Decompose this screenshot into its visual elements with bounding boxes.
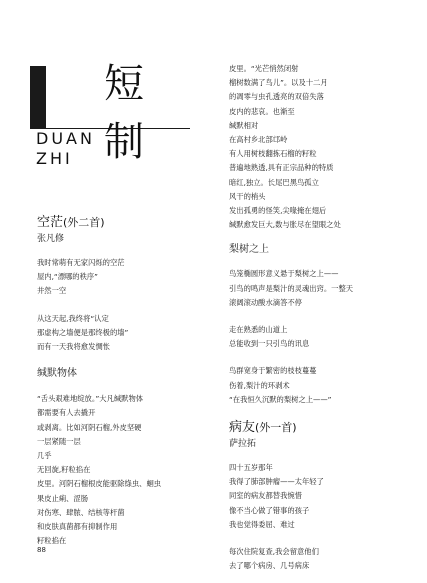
poem-line: 我时常萌有无家闪烁的空茫: [37, 258, 125, 267]
stanza: [229, 461, 414, 532]
poem-line: 对伤寒、肆脓、结核等杆菌: [37, 507, 125, 517]
right-column: [229, 62, 414, 573]
poem-line: 伤着,梨汁的环剥术: [229, 380, 290, 390]
poem-line: 屋内,“漂哪的秩序”: [37, 272, 98, 282]
stanza: [229, 62, 414, 232]
poem-line: 风干的梢头: [229, 191, 266, 201]
poem-line: 的凋零与虫孔透亮的双倍失落: [229, 92, 324, 102]
poem-line: “在我恒久沉默的梨树之上——”: [229, 394, 332, 404]
poem-line: 籽粒掐在: [37, 536, 67, 546]
pinyin-line-1: DUAN: [36, 129, 95, 148]
poem-line: 普遍地熟透,具有正宗品种的特质: [229, 163, 334, 173]
left-column: [37, 214, 217, 548]
section-title: 缄默物体: [37, 368, 77, 380]
poem-line: 鸟群宽身于繁密的枝枝蔓蔓: [229, 366, 317, 376]
stanza: [229, 364, 414, 407]
poem-line: 几乎: [37, 451, 52, 461]
poem-line: 走在熟悉的山道上: [229, 325, 288, 335]
poem-line: 暗红,独立。长尾巴黑鸟孤立: [229, 177, 319, 187]
stanza: [229, 267, 414, 310]
poem-line: 果皮止痢、涩肠: [37, 493, 89, 503]
poem-line: 和皮肤真菌都有抑制作用: [37, 522, 118, 532]
poem-line: 同室的病友都替我惋惜: [229, 491, 302, 501]
poem-line: 那虚构之墙便是那终极的墙”: [37, 327, 129, 337]
poem-line: 滚阔滚动酸水滴答不停: [229, 297, 302, 307]
stanza: [37, 256, 217, 299]
poem-line: 像不当心做了错事的孩子: [229, 505, 310, 515]
pinyin-line-2: ZHI: [36, 149, 73, 168]
poem-line: 榴树数满了鸟儿”。以及十二月: [229, 78, 328, 88]
poem-line: 无回旋,籽粒掐在: [37, 465, 91, 475]
poem-line: 皮里。河阴石榴根皮能驱除绦虫、蛔虫: [37, 479, 162, 489]
poem-line: 或剥离。比如河阴石榴,外皮坚硬: [37, 422, 142, 432]
poem-line: 井然一空: [37, 286, 67, 296]
poem-author: 张凡修: [37, 234, 65, 244]
column-title-char-2: 制: [104, 119, 144, 165]
poem-line: 从这天起,我终将“认定: [37, 313, 109, 323]
poem-line: 缄默相对: [229, 120, 259, 130]
poem-line: 在高村乡北部邙岭: [229, 135, 288, 145]
poem-author: 萨拉拓: [229, 439, 257, 450]
page-number: 88: [37, 546, 46, 554]
poem-line: 我得了肺部肿瘤——太年轻了: [229, 477, 324, 487]
header-black-bar: [30, 66, 46, 128]
poem-line: 引鸟的鸣声是梨汁的灵魂出窍。一整天: [229, 283, 354, 293]
poem-line: 总能收到一只引鸟的讯息: [229, 339, 310, 349]
poem-line: 缄默愈发巨大,数与胀尽在望眼之处: [229, 220, 341, 230]
stanza: [37, 312, 217, 355]
poem-line: 皮内的悲哀。也渐至: [229, 106, 295, 116]
poem-line: 而有一天我将愈发惆怅: [37, 342, 110, 352]
poem-title: [229, 419, 414, 437]
poem-line: 去了哪个病房、几号病床: [229, 561, 310, 571]
poem-line: 鸟笼椭圆形意义悬于梨树之上——: [229, 269, 339, 279]
poem-line: 都需要有人去撬开: [37, 408, 96, 418]
poem-line: 皮里。“光芒悄然闭射: [229, 64, 299, 73]
poem-line: 发出孤勇的怪笑,尖喙掩在翅后: [229, 206, 327, 216]
stanza: [229, 545, 414, 573]
poem-title-main: 病友: [229, 420, 256, 436]
poem-line: 四十五岁那年: [229, 463, 273, 473]
column-title-char-1: 短: [104, 61, 144, 107]
poem-line: 每次住院复查,我会留意他们: [229, 547, 319, 557]
poem-title: [37, 214, 217, 232]
poem-line: 我也觉得委屈、难过: [229, 519, 295, 529]
stanza: [37, 392, 217, 548]
poem-line: 一层紧随一层: [37, 436, 81, 446]
poem-title-main: 空茫: [37, 215, 64, 230]
poem-title-sub: (外二首): [63, 216, 105, 229]
section-title: 梨树之上: [229, 244, 269, 256]
poem-title-sub: (外一首): [255, 421, 297, 435]
poem-line: 有人用树枝翻拣石榴的籽粒: [229, 149, 317, 159]
stanza: [229, 323, 414, 351]
poem-line: “舌头艰难地绽放。”大凡缄默物体: [37, 394, 144, 404]
